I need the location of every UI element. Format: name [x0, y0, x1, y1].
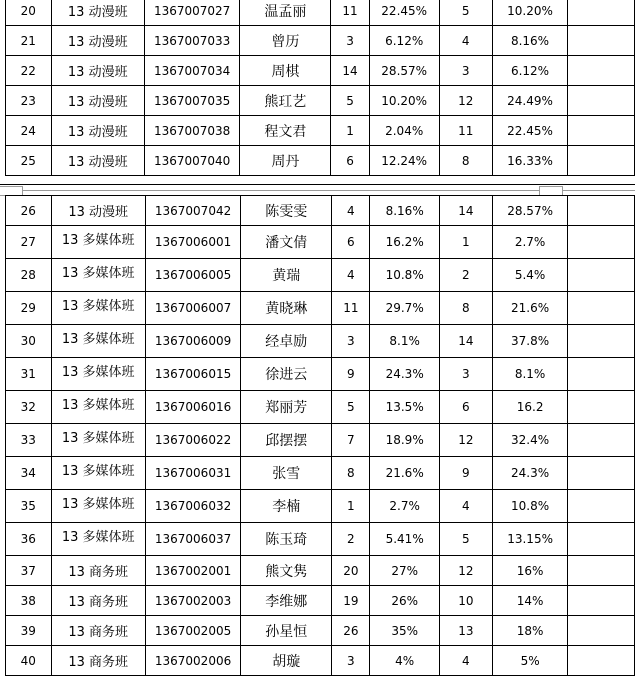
percent-2-cell: 8.1%: [492, 358, 568, 391]
count-2-cell: 3: [439, 358, 492, 391]
percent-1-cell: 13.5%: [370, 391, 439, 424]
student-name-cell: 曾历: [240, 26, 331, 56]
percent-2-cell: 5%: [492, 646, 568, 676]
count-1-cell: 14: [331, 56, 369, 86]
percent-1-cell: 22.45%: [369, 0, 439, 26]
count-2-cell: 13: [439, 616, 492, 646]
row-number-cell: 23: [6, 86, 52, 116]
row-number-cell: 24: [6, 116, 52, 146]
row-number-cell: 36: [6, 523, 52, 556]
percent-1-cell: 28.57%: [369, 56, 439, 86]
percent-2-cell: 6.12%: [492, 56, 568, 86]
table-body: [6, 196, 635, 676]
table-body: [6, 0, 635, 176]
percent-1-cell: 26%: [370, 586, 439, 616]
count-2-cell: 5: [439, 523, 492, 556]
row-number-cell: 39: [6, 616, 52, 646]
student-name-cell: 黄瑞: [241, 259, 332, 292]
count-1-cell: 3: [332, 325, 370, 358]
count-1-cell: 20: [332, 556, 370, 586]
student-id-cell: 1367006022: [145, 424, 240, 457]
row-number-cell: 26: [6, 196, 52, 226]
count-2-cell: 1: [439, 226, 492, 259]
student-name-cell: 李维娜: [241, 586, 332, 616]
student-name-cell: 经卓励: [241, 325, 332, 358]
count-1-cell: 26: [332, 616, 370, 646]
count-2-cell: 9: [439, 457, 492, 490]
table-row: [6, 325, 635, 358]
percent-1-cell: 6.12%: [369, 26, 439, 56]
student-id-cell: 1367006005: [145, 259, 240, 292]
student-id-cell: 1367002005: [145, 616, 240, 646]
count-1-cell: 6: [332, 226, 370, 259]
student-name-cell: 孙星恒: [241, 616, 332, 646]
student-name-cell: 温孟丽: [240, 0, 331, 26]
count-1-cell: 1: [331, 116, 369, 146]
percent-2-cell: 18%: [492, 616, 568, 646]
row-number-cell: 22: [6, 56, 52, 86]
table-row: [6, 358, 635, 391]
student-name-cell: 陈玉琦: [241, 523, 332, 556]
empty-cell: [568, 0, 635, 26]
class-name-cell: 13 动漫班: [51, 86, 144, 116]
student-id-cell: 1367002001: [145, 556, 240, 586]
class-name-cell: 13 多媒体班: [51, 358, 145, 391]
student-name-cell: 程文君: [240, 116, 331, 146]
count-1-cell: 4: [332, 196, 370, 226]
table-row: [6, 86, 635, 116]
class-name-cell: 13 多媒体班: [51, 490, 145, 523]
empty-cell: [568, 457, 635, 490]
row-number-cell: 25: [6, 146, 52, 176]
percent-1-cell: 8.1%: [370, 325, 439, 358]
class-name-cell: 13 多媒体班: [51, 424, 145, 457]
empty-cell: [568, 586, 635, 616]
empty-cell: [568, 391, 635, 424]
row-number-cell: 37: [6, 556, 52, 586]
count-2-cell: 8: [439, 146, 492, 176]
table-row: [6, 0, 635, 26]
table-row: [6, 226, 635, 259]
count-2-cell: 8: [439, 292, 492, 325]
table-row: [6, 556, 635, 586]
count-1-cell: 3: [331, 26, 369, 56]
count-1-cell: 7: [332, 424, 370, 457]
count-1-cell: 19: [332, 586, 370, 616]
student-name-cell: 徐进云: [241, 358, 332, 391]
count-1-cell: 8: [332, 457, 370, 490]
percent-1-cell: 5.41%: [370, 523, 439, 556]
percent-1-cell: 2.7%: [370, 490, 439, 523]
percent-2-cell: 24.3%: [492, 457, 568, 490]
class-name-cell: 13 动漫班: [51, 26, 144, 56]
empty-cell: [568, 325, 635, 358]
percent-1-cell: 21.6%: [370, 457, 439, 490]
percent-2-cell: 5.4%: [492, 259, 568, 292]
class-name-cell: 13 商务班: [51, 616, 145, 646]
empty-cell: [568, 358, 635, 391]
student-id-cell: 1367007033: [144, 26, 240, 56]
table-row: [6, 56, 635, 86]
table-row: [6, 146, 635, 176]
count-1-cell: 4: [332, 259, 370, 292]
class-name-cell: 13 商务班: [51, 646, 145, 676]
table-row: [6, 490, 635, 523]
table-row: [6, 523, 635, 556]
table-row: [6, 424, 635, 457]
student-id-cell: 1367007038: [144, 116, 240, 146]
empty-cell: [568, 490, 635, 523]
percent-2-cell: 8.16%: [492, 26, 568, 56]
table-row: [6, 196, 635, 226]
percent-2-cell: 16%: [492, 556, 568, 586]
student-id-cell: 1367006037: [145, 523, 240, 556]
student-name-cell: 黄晓琳: [241, 292, 332, 325]
table-row: [6, 646, 635, 676]
class-name-cell: 13 商务班: [51, 586, 145, 616]
class-name-cell: 13 多媒体班: [51, 259, 145, 292]
row-number-cell: 30: [6, 325, 52, 358]
table-row: [6, 457, 635, 490]
row-number-cell: 21: [6, 26, 52, 56]
row-number-cell: 35: [6, 490, 52, 523]
empty-cell: [568, 56, 635, 86]
row-number-cell: 38: [6, 586, 52, 616]
student-name-cell: 邱摆摆: [241, 424, 332, 457]
student-id-cell: 1367007035: [144, 86, 240, 116]
percent-2-cell: 14%: [492, 586, 568, 616]
percent-2-cell: 16.2: [492, 391, 568, 424]
student-id-cell: 1367006031: [145, 457, 240, 490]
score-table-page-1: [5, 0, 635, 176]
student-id-cell: 1367007034: [144, 56, 240, 86]
percent-1-cell: 35%: [370, 616, 439, 646]
count-1-cell: 9: [332, 358, 370, 391]
percent-2-cell: 28.57%: [492, 196, 568, 226]
count-2-cell: 4: [439, 646, 492, 676]
student-id-cell: 1367007042: [145, 196, 240, 226]
empty-cell: [568, 116, 635, 146]
row-number-cell: 31: [6, 358, 52, 391]
student-name-cell: 郑丽芳: [241, 391, 332, 424]
student-id-cell: 1367007040: [144, 146, 240, 176]
count-2-cell: 12: [439, 86, 492, 116]
count-1-cell: 3: [332, 646, 370, 676]
student-id-cell: 1367006032: [145, 490, 240, 523]
percent-1-cell: 29.7%: [370, 292, 439, 325]
row-number-cell: 29: [6, 292, 52, 325]
percent-1-cell: 2.04%: [369, 116, 439, 146]
percent-2-cell: 16.33%: [492, 146, 568, 176]
percent-1-cell: 4%: [370, 646, 439, 676]
student-id-cell: 1367006001: [145, 226, 240, 259]
empty-cell: [568, 523, 635, 556]
empty-cell: [568, 616, 635, 646]
table-row: [6, 391, 635, 424]
percent-1-cell: 16.2%: [370, 226, 439, 259]
class-name-cell: 13 多媒体班: [51, 457, 145, 490]
class-name-cell: 13 动漫班: [51, 196, 145, 226]
empty-cell: [568, 259, 635, 292]
empty-cell: [568, 226, 635, 259]
empty-cell: [568, 292, 635, 325]
percent-2-cell: 13.15%: [492, 523, 568, 556]
percent-2-cell: 32.4%: [492, 424, 568, 457]
class-name-cell: 13 多媒体班: [51, 292, 145, 325]
count-1-cell: 6: [331, 146, 369, 176]
percent-2-cell: 10.20%: [492, 0, 568, 26]
percent-1-cell: 12.24%: [369, 146, 439, 176]
table-row: [6, 259, 635, 292]
student-name-cell: 熊玒艺: [240, 86, 331, 116]
student-id-cell: 1367002003: [145, 586, 240, 616]
count-1-cell: 11: [332, 292, 370, 325]
empty-cell: [568, 646, 635, 676]
percent-1-cell: 10.8%: [370, 259, 439, 292]
class-name-cell: 13 多媒体班: [51, 325, 145, 358]
row-number-cell: 20: [6, 0, 52, 26]
student-name-cell: 胡璇: [241, 646, 332, 676]
count-2-cell: 4: [439, 490, 492, 523]
empty-cell: [568, 86, 635, 116]
table-row: [6, 116, 635, 146]
percent-1-cell: 8.16%: [370, 196, 439, 226]
row-number-cell: 40: [6, 646, 52, 676]
percent-1-cell: 10.20%: [369, 86, 439, 116]
count-1-cell: 11: [331, 0, 369, 26]
empty-cell: [568, 196, 635, 226]
row-number-cell: 33: [6, 424, 52, 457]
percent-2-cell: 37.8%: [492, 325, 568, 358]
row-number-cell: 28: [6, 259, 52, 292]
count-2-cell: 10: [439, 586, 492, 616]
student-name-cell: 陈雯雯: [241, 196, 332, 226]
score-table-page-2: [5, 195, 635, 676]
count-2-cell: 3: [439, 56, 492, 86]
student-id-cell: 1367007027: [144, 0, 240, 26]
row-number-cell: 27: [6, 226, 52, 259]
count-2-cell: 5: [439, 0, 492, 26]
class-name-cell: 13 动漫班: [51, 116, 144, 146]
class-name-cell: 13 多媒体班: [51, 226, 145, 259]
class-name-cell: 13 动漫班: [51, 0, 144, 26]
class-name-cell: 13 多媒体班: [51, 523, 145, 556]
empty-cell: [568, 424, 635, 457]
row-number-cell: 34: [6, 457, 52, 490]
student-id-cell: 1367006016: [145, 391, 240, 424]
student-id-cell: 1367006007: [145, 292, 240, 325]
table-row: [6, 26, 635, 56]
percent-2-cell: 2.7%: [492, 226, 568, 259]
table-row: [6, 586, 635, 616]
percent-1-cell: 27%: [370, 556, 439, 586]
student-name-cell: 潘文倩: [241, 226, 332, 259]
count-1-cell: 1: [332, 490, 370, 523]
count-1-cell: 5: [331, 86, 369, 116]
class-name-cell: 13 多媒体班: [51, 391, 145, 424]
count-2-cell: 14: [439, 196, 492, 226]
student-name-cell: 周棋: [240, 56, 331, 86]
percent-1-cell: 24.3%: [370, 358, 439, 391]
empty-cell: [568, 556, 635, 586]
count-2-cell: 4: [439, 26, 492, 56]
count-2-cell: 12: [439, 424, 492, 457]
table-row: [6, 292, 635, 325]
count-2-cell: 6: [439, 391, 492, 424]
percent-2-cell: 21.6%: [492, 292, 568, 325]
row-number-cell: 32: [6, 391, 52, 424]
student-name-cell: 熊文隽: [241, 556, 332, 586]
count-2-cell: 11: [439, 116, 492, 146]
empty-cell: [568, 146, 635, 176]
percent-2-cell: 22.45%: [492, 116, 568, 146]
student-name-cell: 李楠: [241, 490, 332, 523]
student-name-cell: 周丹: [240, 146, 331, 176]
student-id-cell: 1367002006: [145, 646, 240, 676]
count-1-cell: 5: [332, 391, 370, 424]
count-2-cell: 2: [439, 259, 492, 292]
student-id-cell: 1367006015: [145, 358, 240, 391]
student-id-cell: 1367006009: [145, 325, 240, 358]
table-row: [6, 616, 635, 646]
class-name-cell: 13 动漫班: [51, 146, 144, 176]
percent-1-cell: 18.9%: [370, 424, 439, 457]
count-2-cell: 12: [439, 556, 492, 586]
count-1-cell: 2: [332, 523, 370, 556]
percent-2-cell: 10.8%: [492, 490, 568, 523]
class-name-cell: 13 动漫班: [51, 56, 144, 86]
empty-cell: [568, 26, 635, 56]
class-name-cell: 13 商务班: [51, 556, 145, 586]
count-2-cell: 14: [439, 325, 492, 358]
percent-2-cell: 24.49%: [492, 86, 568, 116]
student-name-cell: 张雪: [241, 457, 332, 490]
